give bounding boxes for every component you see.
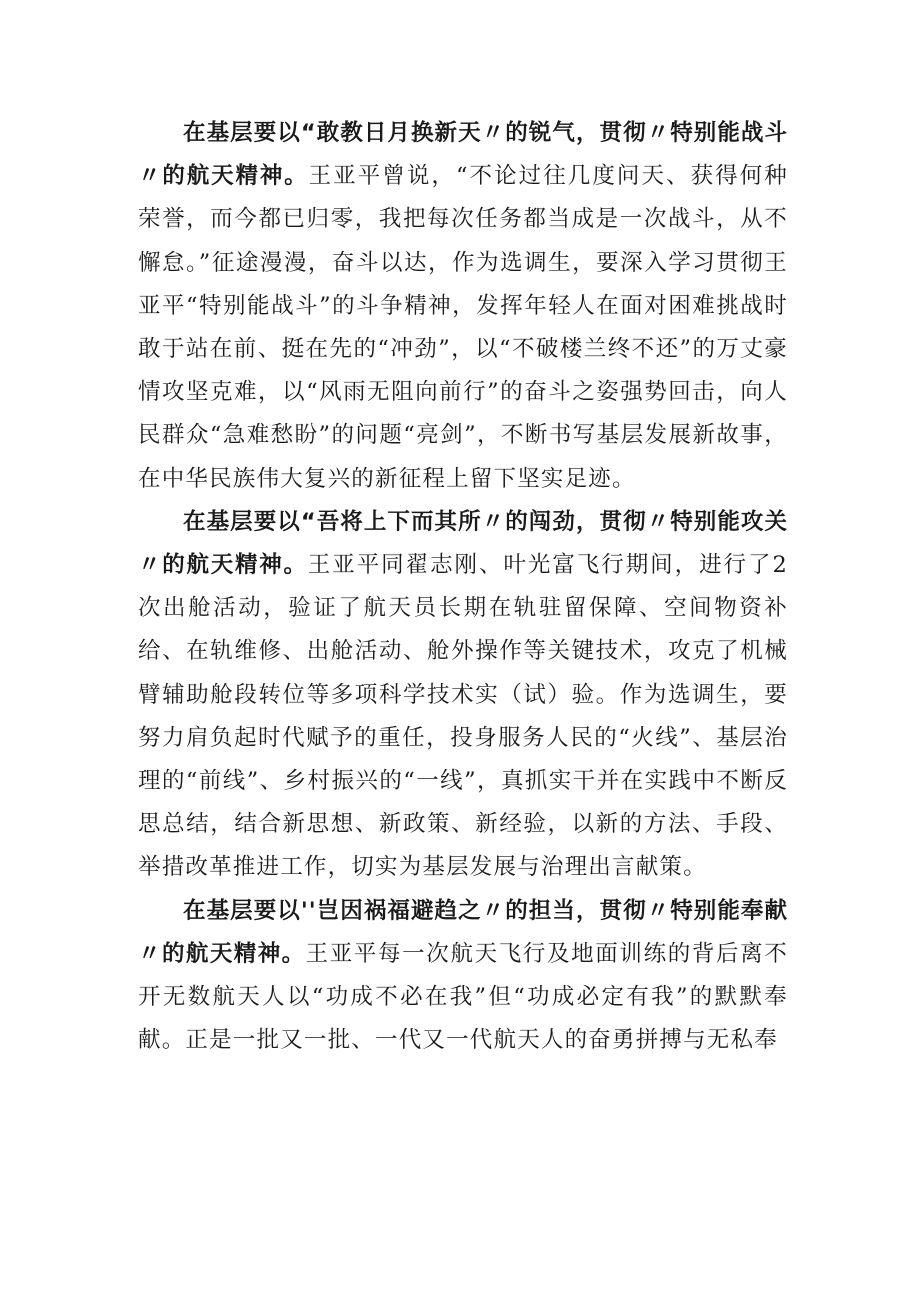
paragraph-1-lead: 在基层要以“敢教日月换新天〃的锐气，贯彻〃特别能战斗〃的航天精神。 — [138, 120, 788, 190]
paragraph-2-body: 王亚平同翟志刚、叶光富飞行期间，进行了2次出舱活动，验证了航天员长期在轨驻留保障、空间物资补给、在轨维修、出舱活动、舱外操作等关键技术，攻克了机械臂辅助舱段转位等多项科学技术实（试）验。作为选调生，要努力肩负起时代赋予的重任，投身服务人民的“火线”、基层治理的“前线”、乡村振兴的“一线”，真抓实干并在实践中不断反思总结，结合新思想、新政策、新经验，以新的方法、手段、举措改革推进工作，切实为基层发展与治理出言献策。 — [138, 552, 788, 881]
paragraph-2-lead: 在基层要以“吾将上下而其所〃的闯劲，贯彻〃特别能攻关〃的航天精神。 — [138, 508, 788, 579]
paragraph-1-body: 王亚平曾说，“不论过往几度问天、获得何种荣誉，而今都已归零，我把每次任务都当成是一次战斗，从不懈怠。”征途漫漫，奋斗以达，作为选调生，要深入学习贯彻王亚平“特别能战斗”的斗争精神，发挥年轻人在面对困难挑战时敢于站在前、挺在先的“冲劲”，以“不破楼兰终不还”的万丈豪情攻坚克难，以“风雨无阻向前行”的奋斗之姿强势回击，向人民群众“急难愁盼”的问题“亮剑”，不断书写基层发展新故事，在中华民族伟大复兴的新征程上留下坚实足迹。 — [138, 163, 788, 492]
paragraph-2 — [138, 501, 788, 890]
paragraph-3 — [138, 890, 788, 1063]
paragraph-3-lead: 在基层要以''岂因祸福避趋之〃的担当，贯彻〃特别能奉献〃的航天精神。 — [138, 897, 788, 967]
paragraph-1 — [138, 112, 788, 501]
paragraph-3-body: 王亚平每一次航天飞行及地面训练的背后离不开无数航天人以“功成不必在我”但“功成必定有我”的默默奉献。正是一批又一批、一代又一代航天人的奋勇拼搏与无私奉 — [138, 940, 788, 1054]
document-body — [138, 112, 788, 1062]
